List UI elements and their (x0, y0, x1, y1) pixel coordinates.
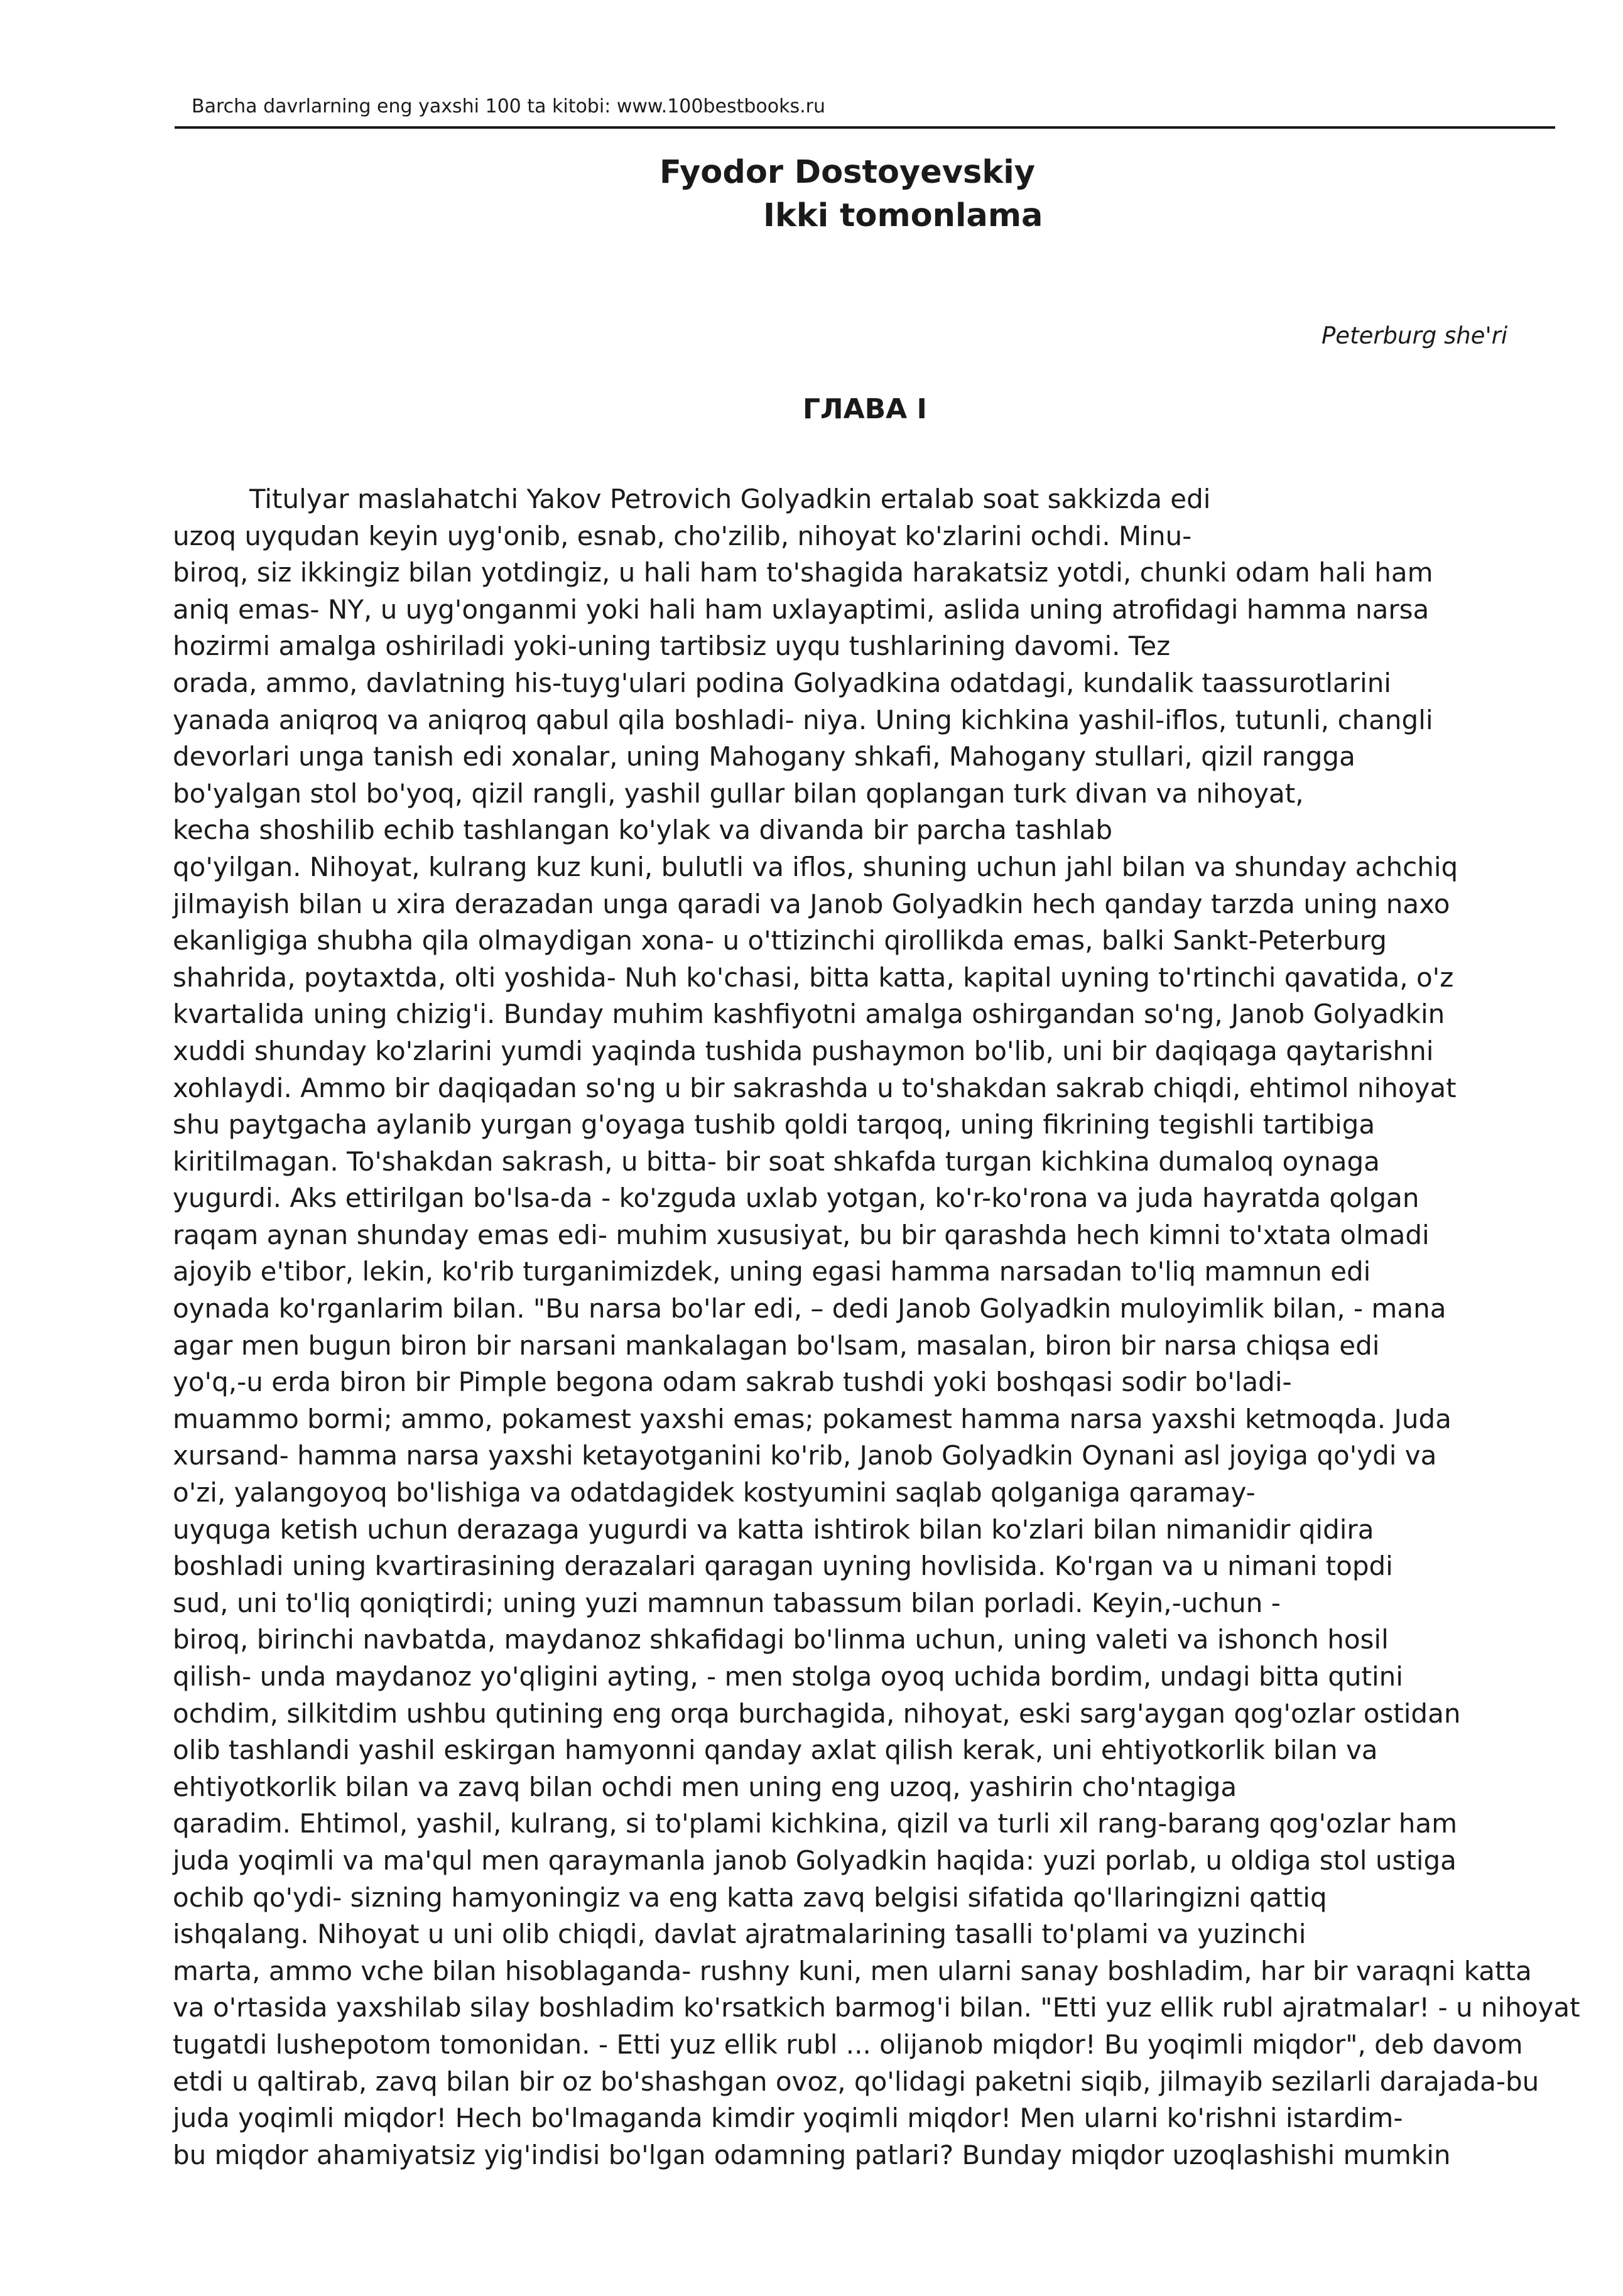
body-line: ochdim, silkitdim ushbu qutining eng orqa burchagida, nihoyat, eski sarg'aygan qog'ozlar ostidan (173, 1698, 1461, 1729)
body-line: ajoyib e'tibor, lekin, ko'rib turganimizdek, uning egasi hamma narsadan to'liq mamnun edi (173, 1256, 1371, 1287)
body-line: yugurdi. Aks ettirilgan bo'lsa-da - ko'zguda uxlab yotgan, ko'r-ko'rona va juda hayratda qolgan (173, 1183, 1419, 1214)
body-line: qaradim. Ehtimol, yashil, kulrang, si to'plami kichkina, qizil va turli xil rang-barang qog'ozlar ham (173, 1808, 1458, 1839)
body-line: tugatdi lushepotom tomonidan. - Etti yuz ellik rubl ... olijanob miqdor! Bu yoqimli miqdor", deb davom (173, 2028, 1523, 2060)
body-line: devorlari unga tanish edi xonalar, uning Mahogany shkafi, Mahogany stullari, qizil rangga (173, 741, 1355, 772)
body-text (173, 481, 1580, 2174)
chapter-heading: ГЛАВА I (803, 393, 927, 425)
author-name: Fyodor Dostoyevskiy (660, 154, 1036, 191)
body-line: shu paytgacha aylanib yurgan g'oyaga tushib qoldi tarqoq, uning fikrining tegishli tartibiga (173, 1109, 1376, 1140)
body-line: ekanligiga shubha qila olmaydigan xona- u o'ttizinchi qirollikda emas, balki Sankt-Peterburg (173, 925, 1387, 956)
running-header: Barcha davrlarning eng yaxshi 100 ta kitobi: www.100bestbooks.ru (192, 95, 826, 117)
body-line: jilmayish bilan u xira derazadan unga qaradi va Janob Golyadkin hech qanday tarzda uning naxo (173, 888, 1450, 919)
body-line: marta, ammo vche bilan hisoblaganda- rushny kuni, men ularni sanay boshladim, har bir varaqni katta (173, 1955, 1532, 1986)
body-line: xursand- hamma narsa yaxshi ketayotganini ko'rib, Janob Golyadkin Oynani asl joyiga qo'ydi va (173, 1440, 1437, 1471)
body-line: uzoq uyqudan keyin uyg'onib, esnab, cho'zilib, nihoyat ko'zlarini ochdi. Minu- (173, 520, 1192, 551)
body-line: olib tashlandi yashil eskirgan hamyonni qanday axlat qilish kerak, uni ehtiyotkorlik bilan va (173, 1735, 1378, 1766)
body-line: xuddi shunday ko'zlarini yumdi yaqinda tushida pushaymon bo'lib, uni bir daqiqaga qaytarishni (173, 1035, 1434, 1066)
body-line: qilish- unda maydanoz yo'qligini ayting, - men stolga oyoq uchida bordim, undagi bitta qutini (173, 1661, 1403, 1692)
header-rule (175, 126, 1555, 129)
body-line: ishqalang. Nihoyat u uni olib chiqdi, davlat ajratmalarining tasalli to'plami va yuzinchi (173, 1919, 1306, 1950)
body-line: oynada ko'rganlarim bilan. "Bu narsa bo'lar edi, – dedi Janob Golyadkin muloyimlik bilan, - mana (173, 1293, 1447, 1324)
body-line: juda yoqimli va ma'qul men qaraymanla janob Golyadkin haqida: yuzi porlab, u oldiga stol ustiga (173, 1844, 1457, 1876)
body-line: orada, ammo, davlatning his-tuyg'ulari podina Golyadkina odatdagi, kundalik taassurotlarini (173, 667, 1391, 698)
body-line: ehtiyotkorlik bilan va zavq bilan ochdi men uning eng uzoq, yashirin cho'ntagiga (173, 1771, 1237, 1802)
body-line: va o'rtasida yaxshilab silay boshladim ko'rsatkich barmog'i bilan. "Etti yuz ellik rubl ajratmalar! - u nihoyat (173, 1992, 1580, 2023)
body-line: bu miqdor ahamiyatsiz yig'indisi bo'lgan odamning patlari? Bunday miqdor uzoqlashishi mumkin (173, 2139, 1451, 2170)
work-title: Ikki tomonlama (763, 197, 1043, 234)
body-line: boshladi uning kvartirasining derazalari qaragan uyning hovlisida. Ko'rgan va u nimani topdi (173, 1551, 1393, 1582)
body-line: yo'q,-u erda biron bir Pimple begona odam sakrab tushdi yoki boshqasi sodir bo'ladi- (173, 1367, 1292, 1398)
title-block (660, 151, 1043, 237)
body-line: raqam aynan shunday emas edi- muhim xususiyat, bu bir qarashda hech kimni to'xtata olmadi (173, 1219, 1430, 1250)
subtitle: Peterburg she'ri (1322, 322, 1508, 349)
body-line: etdi u qaltirab, zavq bilan bir oz bo'shashgan ovoz, qo'lidagi paketni siqib, jilmayib sezilarli darajada-bu (173, 2066, 1539, 2097)
body-line: aniq emas- NY, u uyg'onganmi yoki hali ham uxlayaptimi, aslida uning atrofidagi hamma narsa (173, 593, 1430, 625)
body-line: agar men bugun biron bir narsani mankalagan bo'lsam, masalan, biron bir narsa chiqsa edi (173, 1329, 1380, 1361)
body-line: qo'yilgan. Nihoyat, kulrang kuz kuni, bulutli va iflos, shuning uchun jahl bilan va shunday achchiq (173, 851, 1458, 882)
body-line: ochib qo'ydi- sizning hamyoningiz va eng katta zavq belgisi sifatida qo'llaringizni qattiq (173, 1882, 1327, 1913)
body-line: shahrida, poytaxtda, olti yoshida- Nuh ko'chasi, bitta katta, kapital uyning to'rtinchi qavatida, o'z (173, 961, 1454, 993)
body-line: kvartalida uning chizig'i. Bunday muhim kashfiyotni amalga oshirgandan so'ng, Janob Golyadkin (173, 999, 1445, 1030)
body-line: kecha shoshilib echib tashlangan ko'ylak va divanda bir parcha tashlab (173, 815, 1113, 846)
body-line: o'zi, yalangoyoq bo'lishiga va odatdagidek kostyumini saqlab qolganiga qaramay- (173, 1477, 1256, 1508)
body-line: juda yoqimli miqdor! Hech bo'lmaganda kimdir yoqimli miqdor! Men ularni ko'rishni istardim- (173, 2103, 1403, 2134)
body-line: muammo bormi; ammo, pokamest yaxshi emas; pokamest hamma narsa yaxshi ketmoqda. Juda (173, 1403, 1452, 1434)
body-line: hozirmi amalga oshiriladi yoki-uning tartibsiz uyqu tushlarining davomi. Tez (173, 631, 1171, 662)
body-line: biroq, birinchi navbatda, maydanoz shkafidagi bo'linma uchun, uning valeti va ishonch hosil (173, 1624, 1389, 1655)
body-line: bo'yalgan stol bo'yoq, qizil rangli, yashil gullar bilan qoplangan turk divan va nihoyat, (173, 777, 1304, 809)
body-line: sud, uni to'liq qoniqtirdi; uning yuzi mamnun tabassum bilan porladi. Keyin,-uchun - (173, 1587, 1281, 1618)
body-line: biroq, siz ikkingiz bilan yotdingiz, u hali ham to'shagida harakatsiz yotdi, chunki odam hali ham (173, 557, 1433, 588)
body-line: uyquga ketish uchun derazaga yugurdi va katta ishtirok bilan ko'zlari bilan nimanidir qidira (173, 1514, 1374, 1545)
body-line: kiritilmagan. To'shakdan sakrash, u bitta- bir soat shkafda turgan kichkina dumaloq oynaga (173, 1145, 1380, 1177)
body-line: Titulyar maslahatchi Yakov Petrovich Golyadkin ertalab soat sakkizda edi (249, 484, 1211, 514)
body-line: yanada aniqroq va aniqroq qabul qila boshladi- niya. Uning kichkina yashil-iflos, tutunli, changli (173, 704, 1433, 735)
body-line: xohlaydi. Ammo bir daqiqadan so'ng u bir sakrashda u to'shakdan sakrab chiqdi, ehtimol nihoyat (173, 1072, 1457, 1103)
